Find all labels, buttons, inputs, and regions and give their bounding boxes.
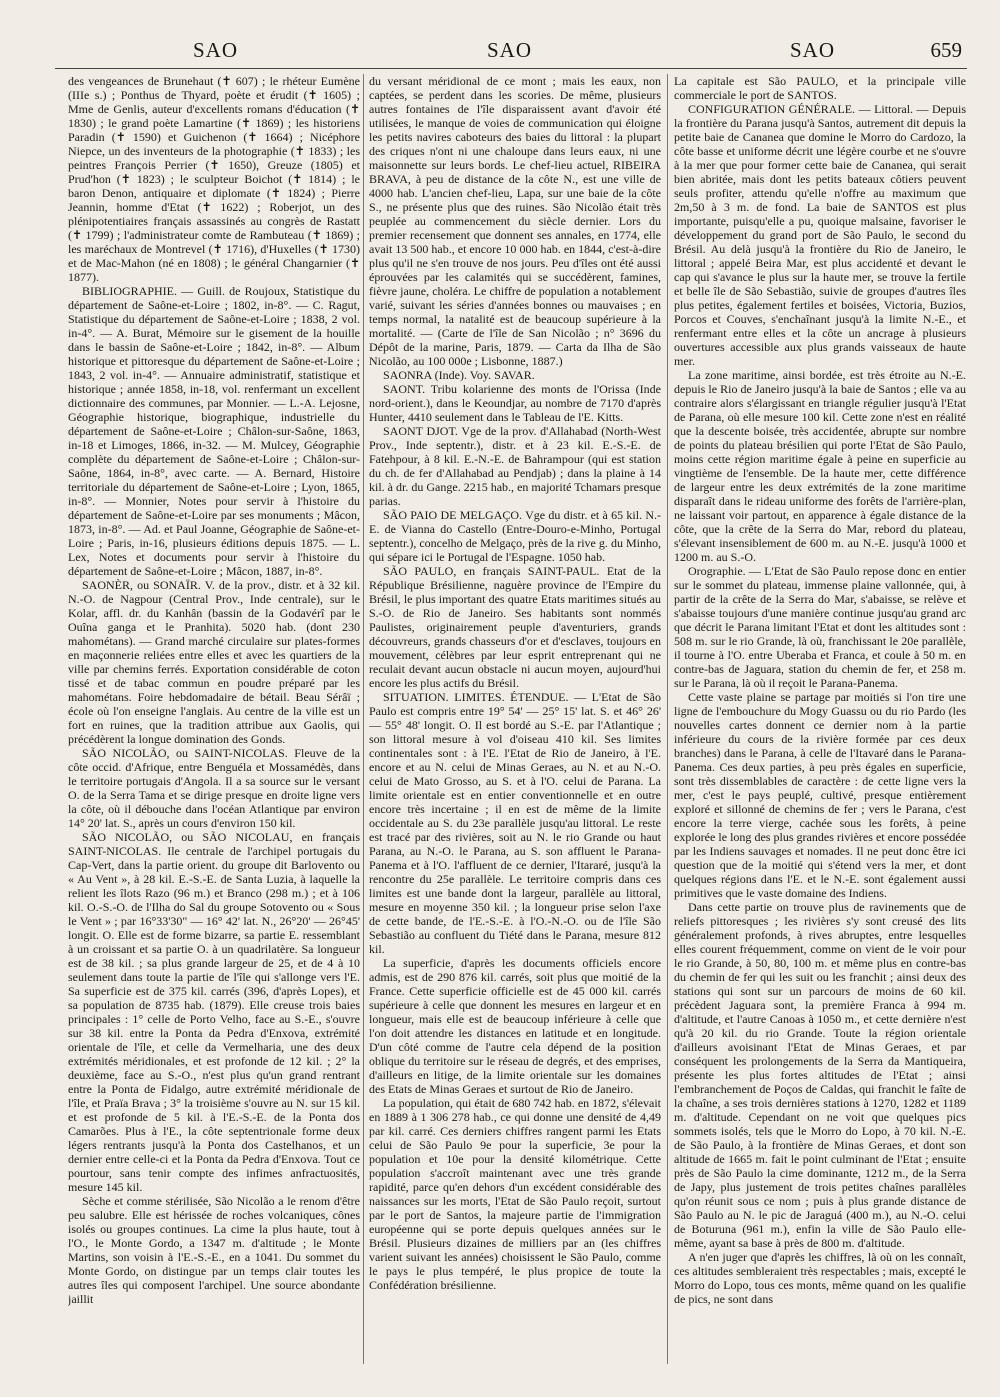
paragraph: SÃO NICOLÃO, ou SAINT-NICOLAS. Fleuve de la côte occid. d'Afrique, entre Benguéla et Mossamédès, dans le territoire portugais d'Angola. Il a sa source sur le versant O. de la Serra Tama et se dirige presque en droite ligne vers la côte, où il débouche dans l'océan Atlantique par environ 14° 20' lat. S., après un cours d'environ 150 kil. — [68, 746, 360, 830]
text-column-1 — [68, 74, 360, 1364]
paragraph: La zone maritime, ainsi bordée, est très étroite au N.-E. depuis le Rio de Janeiro jusqu'à la baie de Santos ; elle va au contraire alors s'élargissant en triangle régulier jusqu'à l'Etat de Parana, où elle mesure 100 kil. Cette zone n'est en réalité que la descente boisée, très accidentée, abrupte sur nombre de points du plateau brésilien qui porte l'Etat de São Paulo, moins cette région maritime égale à peine en superficie au vingtième de l'ensemble. De la haute mer, cette différence de largeur entre les deux extrémités de la zone maritime disparaît dans le rideau uniforme des forêts de l'arrière-plan, ne laissant voir partout, en apparence à égale distance de la côte, que la crête de la Serra do Mar, rebord du plateau, s'élevant insensiblement de 600 m. au N.-E. jusqu'à 1000 et 1200 m. au S.-O. — [674, 368, 966, 564]
paragraph: du versant méridional de ce mont ; mais les eaux, non captées, se perdent dans les scories. De même, plusieurs autres fontaines de l'île disparaissent avant d'avoir été utilisées, le manque de voies de communication qui éloigne les petits navires caboteurs des baies du littoral : la plupart des criques n'ont ni une chaloupe dans leurs eaux, ni une maisonnette sur leurs bords. Le chef-lieu actuel, RIBEIRA BRAVA, à peu de distance de la côte N., est une ville de 4000 hab. L'ancien chef-lieu, Lapa, sur une baie de la côte S., ne présente plus que des ruines. São Nicolão était très peuplée au commencement du siècle dernier. Lors du premier recensement que donnent ses annales, en 1774, elle avait 13 500 hab., et encore 10 000 hab. en 1844, c'est-à-dire plus qu'il ne s'en trouve de nos jours. Peu d'îles ont été aussi éprouvées par les calamités qui se succédèrent, famines, fièvre jaune, choléra. Le chiffre de population a notablement varié, suivant les séries d'années bonnes ou mauvaises ; en temps normal, la natalité est de beaucoup supérieure à la mortalité. — (Carte de l'île de San Nicolão ; n° 3696 du Dépôt de la marine, Paris, 1879. — Carta da Ilha de São Nicolão, au 100 000e ; Lisbonne, 1887.) — [369, 74, 661, 368]
paragraph: SITUATION. LIMITES. ÉTENDUE. — L'Etat de São Paulo est compris entre 19° 54' — 25° 15' lat. S. et 46° 26' — 55° 48' longit. O. Il est bordé au S.-E. par l'Atlantique ; son littoral mesure à vol d'oiseau 410 kil. Ses limites continentales sont : à l'E. l'Etat de Rio de Janeiro, à l'E. encore et au N. celui de Minas Geraes, au N. et au N.-O. celui de Mato Grosso, au S. et à l'O. celui de Parana. La limite orientale est en entier conventionnelle et en outre encore très incertaine ; il en est de même de la limite occidentale au S. du 23e parallèle jusqu'au littoral. Le reste est tracé par des rivières, soit au N. le rio Grande ou haut Parana, au N.-O. le Parana, au S. son affluent le Parana-Panema et à l'O. l'affluent de ce dernier, l'Itararé, jusqu'à la rencontre du 25e parallèle. Le territoire compris dans ces limites est une bande dont la largeur, parallèle au littoral, mesure en moyenne 350 kil. ; la longueur prise selon l'axe de cette bande, de l'E.-S.-E. à l'O.-N.-O. ou de l'île São Sebastião au confluent du Tiété dans le Parana, mesure 812 kil. — [369, 690, 661, 956]
paragraph: A n'en juger que d'après les chiffres, là où on les connaît, ces altitudes sembleraient très respectables ; mais, excepté le Morro do Lopo, tous ces monts, même quand on les qualifie de pics, ne sont dans — [674, 1250, 966, 1306]
paragraph: Sèche et comme stérilisée, São Nicolão a le renom d'être peu salubre. Elle est hérissée de roches volcaniques, cônes isolés ou groupes continues. La cime la plus haute, tout à l'O., le Monte Gordo, a 1347 m. d'altitude ; le Monte Martins, son voisin à l'E.-S.-E., en a 1041. Du sommet du Monte Gordo, on distingue par un temps clair toutes les autres îles qui composent l'archipel. Une source abondante jaillit — [68, 1194, 360, 1306]
paragraph: BIBLIOGRAPHIE. — Guill. de Roujoux, Statistique du département de Saône-et-Loire ; 1802, in-8°. — C. Ragut, Statistique du département de Saône-et-Loire ; 1838, 2 vol. in-4°. — A. Burat, Mémoire sur le gisement de la houille dans le bassin de Saône-et-Loire ; 1842, in-8°. — Album historique et pittoresque du département de Saône-et-Loire ; 1843, 2 vol. in-4°. — Annuaire administratif, statistique et historique ; année 1858, in-18, vol. renfermant un excellent dictionnaire des communes, par Monnier. — L.-A. Lejosne, Géographie historique, biographique, industrielle du département de Saône-et-Loire ; Châlon-sur-Saône, 1863, in-18 et Limoges, 1866, in-32. — M. Mulcey, Géographie complète du département de Saône-et-Loire ; Châlon-sur-Saône, 1864, in-8°, avec carte. — A. Bernard, Histoire territoriale du département de Saône-et-Loire ; Lyon, 1865, in-8°. — Monnier, Notes pour servir à l'histoire du département de Saône-et-Loire par ses monuments ; Mâcon, 1873, in-8°. — Ad. et Paul Joanne, Géographie de Saône-et-Loire ; Paris, in-16, plusieurs éditions depuis 1875. — L. Lex, Notes et documents pour servir à l'histoire du département de Saône-et-Loire ; Mâcon, 1887, in-8°. — [68, 284, 360, 578]
paragraph: Cette vaste plaine se partage par moitiés si l'on tire une ligne de l'embouchure du Mogy Guassu ou du rio Pardo (les nouvelles cartes donnent ce dernier nom à la partie inférieure du cours de la rivière formée par ces deux branches) dans le Parana, à celle de l'Itavaré dans le Parana-Panema. Ces deux parties, à peu près égales en superficie, sont très dissemblables de caractère : de cette ligne vers la mer, c'est le pays peuplé, cultivé, presque entièrement exploré et sillonné de chemins de fer ; vers le Parana, c'est encore la terre vierge, cachée sous les forêts, à peine explorée le long des plus grandes rivières et encore possédée par les Indiens sauvages et nomades. Il ne peut donc être ici question que de la moitié qui s'étend vers la mer, et dont quelques régions dans l'E. et le N.-E. sont également aussi primitives que le vaste domaine des Indiens. — [674, 690, 966, 900]
text-column-2 — [369, 74, 661, 1364]
paragraph: La population, qui était de 680 742 hab. en 1872, s'élevait en 1889 à 1 306 278 hab., ce qui donne une densité de 4,49 par kil. carré. Ces derniers chiffres rangent parmi les Etats celui de São Paulo 9e pour la superficie, 3e pour la population et 10e pour la densité kilométrique. Cette population s'accroît maintenant avec une très grande rapidité, parce qu'en dehors d'un excédent considérable des naissances sur les morts, l'Etat de São Paulo reçoit, surtout par le port de Santos, la majeure partie de l'immigration européenne qui se porte depuis quelques années sur le Brésil. Plusieurs dizaines de milliers par an (les chiffres varient suivant les années) choisissent le São Paulo, comme le pays le plus tempéré, le plus propice de toute la Confédération brésilienne. — [369, 1096, 661, 1292]
paragraph: SÃO PAULO, en français SAINT-PAUL. Etat de la République Brésilienne, naguère province de l'Empire du Brésil, le plus important des quatre Etats maritimes situés au S.-O. de Rio de Janeiro. Ses habitants sont nommés Paulistes, originairement peuple d'aventuriers, grands découvreurs, grands chasseurs d'or et d'esclaves, toujours en mouvement, célèbres par leur esprit entreprenant qui ne reculait devant aucun obstacle ni aucun moyen, aujourd'hui encore les plus actifs du Brésil. — [369, 564, 661, 690]
running-header-right: SAO — [790, 38, 836, 62]
paragraph: SAONRA (Inde). Voy. SAVAR. — [383, 368, 535, 382]
text-column-3 — [674, 74, 966, 1364]
paragraph: La capitale est São PAULO, et la principale ville commerciale le port de SANTOS. — [674, 74, 966, 102]
header-rule — [55, 68, 967, 69]
paragraph: SÃO NICOLÃO, ou SÃO NICOLAU, en français SAINT-NICOLAS. Ile centrale de l'archipel portugais du Cap-Vert, dans la partie orient. du groupe dit Barlovento ou « Au Vent », à 28 kil. E.-S.-E. de Santa Luzia, à laquelle la relient les îlots Razo (96 m.) et Branco (298 m.) ; et à 106 kil. O.-S.-O. de l'Ilha do Sal du groupe Sotovento ou « Sous le Vent » ; par 16°33'30" — 16° 42' lat. N., 26°20' — 26°45' longit. O. Elle est de forme bizarre, sa partie E. ressemblant à un croissant et sa partie O. à un quadrilatère. Sa longueur est de 38 kil. ; sa plus grande largeur de 25, et de 4 à 10 seulement dans toute la partie de l'île qui s'allonge vers l'E. Sa superficie est de 375 kil. carrés (396, d'après Lopes), et sa population de 8735 hab. (1879). Elle creuse trois baies principales : 1° celle de Porto Velho, face au S.-E., s'ouvre sur 38 kil. entre la Ponta da Pedra d'Enxova, extrémité orientale de l'île, et celle da Vermelharia, une des deux extrémités méridionales, et est profonde de 12 kil. ; 2° la deuxième, face au S.-O., n'est plus qu'un grand rentrant entre la Ponta de Fidalgo, autre extrémité méridionale de l'île, et Praïa Brava ; 3° la troisième s'ouvre au N. sur 15 kil. et est profonde de 5 kil. à l'E.-S.-E. de la Ponta dos Camarões. Plus à l'E., la côte septentrionale forme deux légers rentrants jusqu'à la Ponta dos Castelhanos, et un dernier entre celle-ci et la Ponta da Pedra d'Enxova. Tout ce pourtour, sans tenir compte des infimes anfractuosités, mesure 145 kil. — [68, 830, 360, 1194]
column-divider — [667, 74, 668, 1364]
paragraph: Orographie. — L'Etat de São Paulo repose donc en entier sur le sommet du plateau, immense plaine vallonnée, qui, à partir de la crête de la Serra do Mar, s'abaisse, se relève et s'abaisse toujours d'une manière continue jusqu'au grand arc que décrit le Parana limitant l'Etat et dont les altitudes sont : 508 m. sur le rio Grande, là où, franchissant le 20e parallèle, il tourne à l'O. entre Uberaba et Franca, et coule à 50 m. en contre-bas de Jaguara, station du chemin de fer, et 258 m. sur le Parana, là où il reçoit le Parana-Panema. — [674, 564, 966, 690]
paragraph: SÃO PAIO DE MELGAÇO. Vge du distr. et à 65 kil. N.-E. de Vianna do Castello (Entre-Douro-e-Minho, Portugal septentr.), concelho de Melgaço, près de la rive g. du Minho, qui sépare ici le Portugal de l'Espagne. 1050 hab. — [369, 508, 661, 564]
paragraph: La superficie, d'après les documents officiels encore admis, est de 290 876 kil. carrés, soit plus que moitié de la France. Cette superficie officielle est de 45 000 kil. carrés supérieure à celle que donnent les mesures en largeur et en longueur, mais elle est de beaucoup inférieure à celle que l'on doit attendre les distances en latitude et en longitude. D'un côté comme de l'autre cela dépend de la position oblique du territoire sur le réseau de degrés, et des emprises, d'ailleurs en litige, de la limite orientale sur les domaines des Etats de Minas Geraes et surtout de Rio de Janeiro. — [369, 956, 661, 1096]
paragraph: SAONT. Tribu kolarienne des monts de l'Orissa (Inde nord-orient.), dans le Keoundjar, au nombre de 7170 d'après Hunter, 4410 seulement dans le Tableau de l'E. Kitts. — [369, 382, 661, 424]
paragraph: des vengeances de Brunehaut (✝ 607) ; le rhéteur Eumène (IIIe s.) ; Ponthus de Thyard, poète et érudit (✝ 1605) ; Mme de Genlis, auteur d'excellents romans d'éducation (✝ 1830) ; le grand poète Lamartine (✝ 1869) ; les historiens Paradin (✝ 1590) et Guichenon (✝ 1664) ; Nicéphore Niepce, un des inventeurs de la photographie (✝ 1833) ; les peintres François Perrier (✝ 1650), Greuze (1805) et Prud'hon (✝ 1823) ; le sculpteur Boichot (✝ 1814) ; le baron Denon, antiquaire et diplomate (✝ 1824) ; Pierre Jeannin, homme d'Etat (✝ 1622) ; Roberjot, un des plénipotentiaires français assassinés au congrès de Rastatt (✝ 1799) ; l'administrateur comte de Rambuteau (✝ 1869) ; les maréchaux de Montrevel (✝ 1716), d'Huxelles (✝ 1730) et de Mac-Mahon (né en 1808) ; le général Changarnier (✝ 1877). — [68, 74, 360, 284]
paragraph: Dans cette partie on trouve plus de ravinements que de reliefs pittoresques ; les rivières s'y sont creusé des lits généralement profonds, à rives abruptes, entre lesquelles elles courent fréquemment, comme on vient de le voir pour le rio Grande, à 50, 80, 100 m. et même plus en contre-bas du chemin de fer qui les suit ou les franchit ; ainsi deux des stations qui sont sur un parcours de moins de 60 kil. précèdent Jaguara sont, la première Franca à 994 m. d'altitude, et l'autre Canoas à 1050 m., et cette dernière n'est qu'à 20 kil. du rio Grande. Toute la région orientale d'ailleurs avoisinant l'Etat de Minas Geraes, et par conséquent les prolongements de la Serra da Mantiqueira, présente les plus fortes altitudes de l'Etat ; ainsi l'embranchement de Poços de Caldas, qui franchit le faîte de la chaîne, a ses trois dernières stations à 1270, 1282 et 1189 m. d'altitude. Cependant on ne voit que quelques pics sommets isolés, tels que le Morro do Lopo, à 70 kil. N.-E. de São Paulo, à la frontière de Minas Geraes, et dont son altitude de 1665 m. fait le point culminant de l'Etat ; ensuite près de São Paulo la cime dominante, 1212 m., de la Serra de Japy, plus justement de trois petites chaînes parallèles qu'on réunit sous ce nom ; puis à plus grande distance de São Paulo au N. le pic de Jaraguá (400 m.), au N.-O. celui de Boturuna (961 m.), enfin la ville de São Paulo elle-même, ayant sa base à près de 800 m. d'altitude. — [674, 900, 966, 1250]
running-header-center: SAO — [487, 38, 533, 62]
running-header-left: SAO — [193, 38, 239, 62]
column-divider — [363, 74, 364, 1364]
paragraph: SAONT DJOT. Vge de la prov. d'Allahabad (North-West Prov., Inde septentr.), distr. et à 23 kil. E.-S.-E. de Fatehpour, à 8 kil. E.-N.-E. de Bahrampour (qui est station du ch. de fer d'Allahabad au Pendjab) ; dans la plaine à 14 kil. à dr. du Gange. 2215 hab., en majorité Tchamars presque parias. — [369, 424, 661, 508]
page-number: 659 — [930, 38, 962, 62]
paragraph: CONFIGURATION GÉNÉRALE. — Littoral. — Depuis la frontière du Parana jusqu'à Santos, autrement dit depuis la petite baie de Cananea que domine le Morro do Cardozo, la côte basse et uniforme décrit une légère courbe et ne s'ouvre à la mer que pour former cette baie de Cananea, qui serait bien abritée, mais dont les petits bateaux côtiers peuvent seuls profiter, attendu qu'elle n'offre au maximum que 2m,50 à 3 m. de fond. La baie de SANTOS est plus importante, puisqu'elle a pu, quoique malsaine, favoriser le développement du grand port de São Paulo, le second du Brésil. Au delà jusqu'à la frontière du Rio de Janeiro, le littoral ; appelé Beira Mar, est plus accidenté et devant le cap qui s'avance le plus sur la haute mer, se trouve la fertile et belle île de São Sebastião, suivie de groupes d'autres îles plus petites, également fertiles et boisées, Victoria, Buzios, Porcos et Couves, s'enchaînant jusqu'à la limite N.-E., et renfermant entre elles et la côte un ancrage à plusieurs ouvertures accessible aux plus grands vaisseaux de haute mer. — [674, 102, 966, 368]
paragraph: SAONÈR, ou SONAÏR. V. de la prov., distr. et à 32 kil. N.-O. de Nagpour (Central Prov., Inde centrale), sur le Kolar, affl. dr. du Kanhân (bassin de la Godavérî par le Ouîna ganga et le Pranhita). 5020 hab. (dont 230 mahométans). — Grand marché circulaire sur plates-formes en maçonnerie reliées entre elles et avec les quartiers de la ville par chemins ferrés. Exportation considérable de coton tissé et de tabac commun en poudre préparé par les mahométans. Foire hebdomadaire de bétail. Beau Sérâï ; école où l'on enseigne l'anglais. Au centre de la ville est un fort en ruines, que la tradition attribue aux Gaolis, qui précédèrent la longue domination des Gonds. — [68, 578, 360, 746]
